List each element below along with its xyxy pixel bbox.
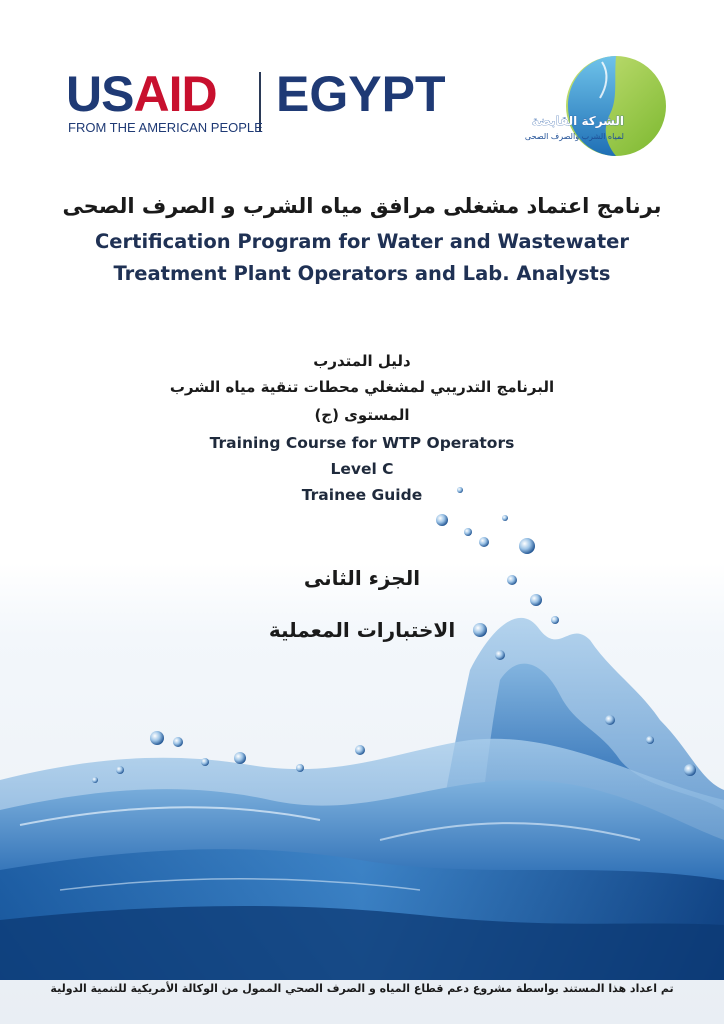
program-title-arabic: برنامج اعتماد مشغلى مرافق مياه الشرب و الصرف الصحى <box>62 194 662 218</box>
level-english: Level C <box>330 460 394 478</box>
course-title-english: Training Course for WTP Operators <box>209 434 515 452</box>
water-splash-icon <box>0 480 724 980</box>
part-subject-arabic: الاختبارات المعملية <box>268 618 456 642</box>
usaid-logo <box>66 68 476 138</box>
program-title-english-line1: Certification Program for Water and Wastewater <box>94 230 629 253</box>
egypt-wordmark: EGYPT <box>276 66 446 122</box>
trainee-guide-arabic: دليل المتدرب <box>313 352 411 370</box>
holding-company-logo <box>510 44 682 184</box>
footer-credit-arabic: تم اعداد هذا المستند بواسطة مشروع دعم قطاع المياه و الصرف الصحي الممول من الوكالة الأمريكية للتنمية الدولية <box>50 982 674 995</box>
training-program-arabic: البرنامج التدريبي لمشغلي محطات تنقية مياه الشرب <box>169 378 555 396</box>
holding-company-name: الشركة القابضة <box>531 114 624 128</box>
usaid-tagline: FROM THE AMERICAN PEOPLE <box>68 120 263 135</box>
part-number-arabic: الجزء الثانى <box>303 566 421 590</box>
level-arabic: المستوى (ج) <box>314 406 410 424</box>
trainee-guide-english: Trainee Guide <box>301 486 423 504</box>
program-title-english-line2: Treatment Plant Operators and Lab. Analysts <box>113 262 611 285</box>
usaid-wordmark: USAID <box>66 66 217 122</box>
holding-company-subtitle: لمياه الشرب والصرف الصحى <box>524 132 624 141</box>
